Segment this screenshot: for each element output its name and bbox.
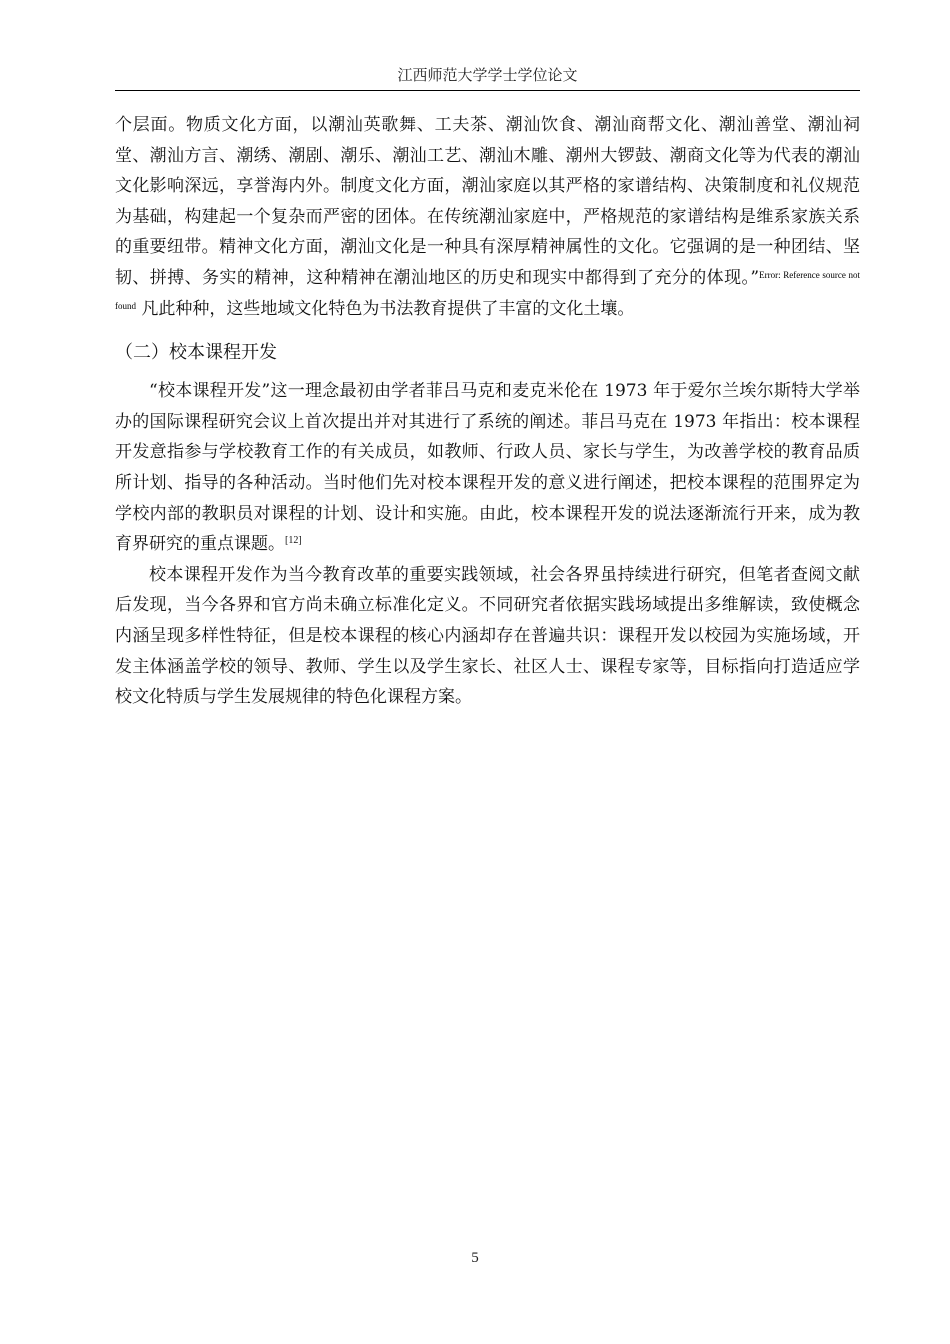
page-number: 5 (471, 1250, 479, 1266)
header-title: 江西师范大学学士学位论文 (397, 66, 578, 84)
paragraph-text: “校本课程开发”这一理念最初由学者菲吕马克和麦克米伦在 1973 年于爱尔兰埃尔斯特大学举办的国际课程研究会议上首次提出并对其进行了系统的阐述。菲吕马克在 1973 年指出：校本课程开发意指参与学校教育工作的有关成员，如教师、行政人员、家长与学生，为改善学校的教育品质所计划、指导的各种活动。当时他们先对校本课程开发的意义进行阐述，把校本课程的范围界定为学校内部的教职员对课程的计划、设计和实施。由此，校本课程开发的说法逐渐流行开来，成为教育界研究的重点课题。 (115, 381, 860, 555)
paragraph-culture-continued (115, 110, 860, 324)
paragraph-curriculum-definition: 校本课程开发作为当今教育改革的重要实践领域，社会各界虽持续进行研究，但笔者查阅文献后发现，当今各界和官方尚未确立标准化定义。不同研究者依据实践场域提出多维解读，致使概念内涵呈现多样性特征，但是校本课程的核心内涵却存在普遍共识：课程开发以校园为实施场域，开发主体涵盖学校的领导、教师、学生以及学生家长、社区人士、课程专家等，目标指向打造适应学校文化特质与学生发展规律的特色化课程方案。 (115, 564, 860, 708)
reference-error-marker: Error: Reference source not found (115, 269, 860, 311)
section-heading: （二）校本课程开发 (115, 342, 277, 364)
paragraph-curriculum-origin (115, 376, 860, 560)
paragraph-text-tail: 凡此种种，这些地域文化特色为书法教育提供了丰富的文化土壤。 (141, 298, 635, 319)
page-header (115, 64, 860, 91)
citation-marker: [12] (285, 535, 302, 547)
document-body (115, 110, 860, 713)
paragraph-text: 个层面。物质文化方面，以潮汕英歌舞、工夫茶、潮汕饮食、潮汕商帮文化、潮汕善堂、潮汕祠堂、潮汕方言、潮绣、潮剧、潮乐、潮汕工艺、潮汕木雕、潮州大锣鼓、潮商文化等为代表的潮汕文化影响深远，享誉海内外。制度文化方面，潮汕家庭以其严格的家谱结构、决策制度和礼仪规范为基础，构建起一个复杂而严密的团体。在传统潮汕家庭中，严格规范的家谱结构是维系家族关系的重要纽带。精神文化方面，潮汕文化是一种具有深厚精神属性的文化。它强调的是一种团结、坚韧、拼搏、务实的精神，这种精神在潮汕地区的历史和现实中都得到了充分的体现。” (115, 115, 860, 288)
